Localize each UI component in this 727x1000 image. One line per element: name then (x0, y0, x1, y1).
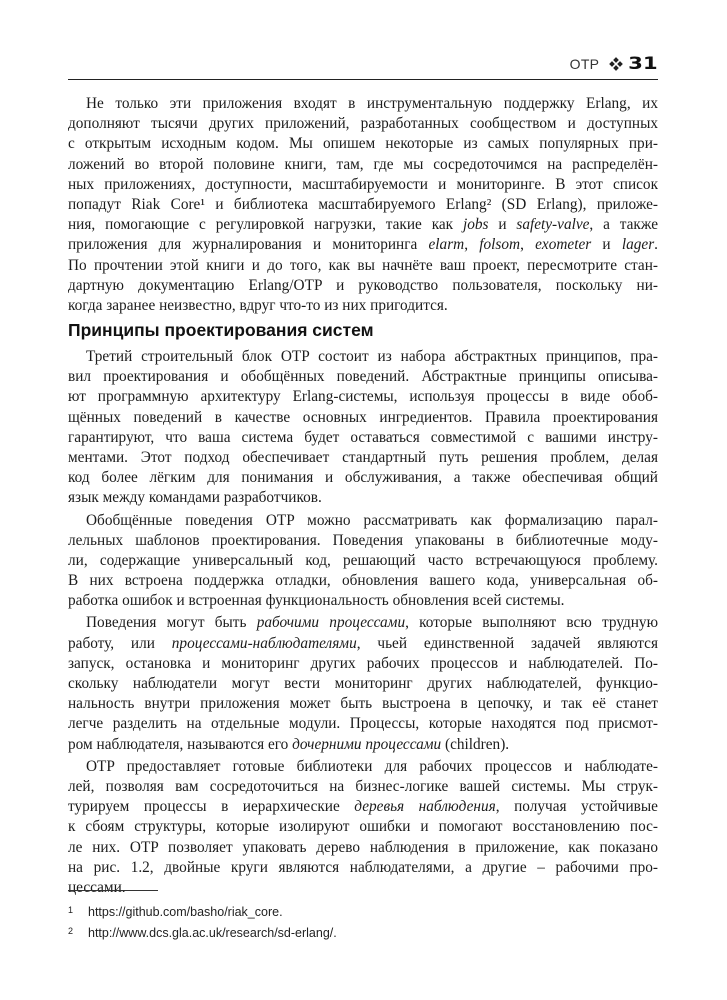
text-line: Третий строительный блок OTP состоит из набора абстрактных принципов, пра- (86, 348, 658, 365)
text-line: вил проектирования и обобщённых поведений. Абстрактные принципы описыва- (68, 368, 658, 386)
emphasized-term: safety-valve (516, 216, 590, 234)
text-line: приложения для журналирования и мониторинга elarm, folsom, exometer и lager. (68, 236, 658, 254)
text-line: лельных шаблонов проектирования. Поведения упакованы в библиотечные моду- (68, 531, 658, 549)
footnote (68, 900, 658, 921)
paragraph (68, 511, 658, 612)
emphasized-term: рабочими процессами (256, 614, 406, 632)
footnote-link[interactable]: http://www.dcs.gla.ac.uk/research/sd-erlang/. (88, 926, 337, 940)
text-line: турируем процессы в иерархические деревья наблюдения, получая устойчивые (68, 798, 658, 816)
paragraph (68, 757, 658, 898)
text-line: работка ошибок и встроенная функциональность обновления всей системы. (68, 592, 565, 610)
text-line: когда заранее неизвестно, вдруг что-то из них пригодится. (68, 296, 448, 314)
text-line: цессами. (68, 878, 126, 896)
text-line: щённых поведений в качестве основных ингредиентов. Правила проектирования (68, 408, 658, 426)
text-line: ных приложениях, доступности, масштабируемости и мониторинге. В этот список (68, 175, 658, 193)
emphasized-term: elarm (428, 236, 465, 254)
text-line: ментами. Этот подход обеспечивает стандартный путь решения проблем, делая (68, 448, 658, 466)
header-right (570, 54, 658, 74)
text-line: язык между командами разработчиков. (68, 489, 322, 507)
emphasized-term: folsom (479, 236, 521, 254)
text-line: дополняют тысячи других приложений, разработанных сообществом и доступных (68, 115, 658, 133)
section-heading: Принципы проектирования систем (68, 320, 374, 340)
footnote (68, 921, 658, 942)
text-line: код более лёгким для понимания и обслуживания, а также обеспечивая общий (68, 469, 658, 487)
text-line: ют программную архитектуру Erlang-системы, используя процессы в виде обоб- (68, 388, 658, 406)
paragraph (68, 347, 658, 509)
text-line: с открытым исходным кодом. Мы опишем некоторые из самых популярных при- (68, 135, 658, 153)
text-line: OTP предоставляет готовые библиотеки для рабочих процессов и наблюдате- (86, 757, 658, 775)
text-line: на рис. 1.2, двойные круги являются наблюдателями, а другие – рабочими про- (68, 858, 658, 876)
section-body-text (68, 347, 658, 898)
text-line: ли, содержащие универсальный код, решающий часто встречающуюся проблему. (68, 551, 658, 569)
page-number: 31 (628, 54, 658, 74)
text-line: ле них. OTP позволяет упаковать дерево наблюдения в приложение, как показано (68, 838, 658, 856)
emphasized-term: lager (621, 236, 655, 254)
text-line: к сбоям структуры, которые изолируют ошибки и помогают восстановлению пос- (68, 818, 658, 836)
text-line: По прочтении этой книги и до того, как вы начнёте ваш проект, пересмотрите стан- (68, 256, 658, 274)
text-line: нальность внутри приложения может быть выстроена в цепочку, и так её станет (68, 695, 658, 713)
emphasized-term: дочерними процессами (292, 735, 442, 753)
text-line: дартную документацию Erlang/OTP и руководство пользователя, поскольку ни- (68, 276, 658, 294)
text-line: Не только эти приложения входят в инструментальную поддержку Erlang, их (86, 95, 658, 112)
text-line: Поведения могут быть рабочими процессами, которые выполняют всю трудную (86, 614, 658, 632)
intro-text (68, 94, 658, 316)
emphasized-term: процессами-наблюдателями (171, 634, 357, 652)
text-line: попадут Riak Core¹ и библиотека масштабируемого Erlang² (SD Erlang), приложе- (68, 195, 658, 213)
footnotes (68, 900, 658, 942)
text-line: ния, помогающие с регулировкой нагрузки, такие как jobs и safety-valve, а также (68, 216, 658, 234)
text-line: ложений во второй половине книги, там, где мы сосредоточимся на распределён- (68, 155, 658, 173)
text-line: скольку наблюдатели могут вести мониторинг других наблюдателей, функцио- (68, 675, 658, 692)
text-line: ром наблюдателя, называются его дочерними процессами (children). (68, 735, 510, 753)
emphasized-term: деревья наблюдения (354, 798, 496, 816)
footnote-mark: 1 (68, 905, 74, 915)
text-line: В них встроена поддержка отладки, обновления вашего кода, универсальная об- (68, 572, 658, 590)
footnote-link[interactable]: https://github.com/basho/riak_core. (88, 905, 283, 919)
running-title: OTP (569, 56, 600, 72)
paragraph (68, 94, 658, 316)
emphasized-term: jobs (462, 216, 489, 234)
emphasized-term: exometer (535, 236, 592, 254)
header-rule (68, 79, 658, 80)
paragraph (68, 613, 658, 754)
diamond-ornament-icon (610, 58, 622, 70)
text-line: лей, позволяя вам сосредоточиться на бизнес-логике вашей системы. Мы струк- (68, 777, 658, 795)
text-line: гарантируют, что ваша система будет оставаться совместимой с вашими инстру- (68, 428, 658, 446)
footnote-mark: 2 (68, 926, 74, 936)
text-line: Обобщённые поведения OTP можно рассматривать как формализацию парал- (86, 511, 658, 529)
text-line: работу, или процессами-наблюдателями, чьей единственной задачей являются (68, 634, 658, 652)
running-header (68, 50, 658, 80)
text-line: легче разделить на отдельные модули. Процессы, которые находятся под присмот- (68, 715, 658, 733)
footnote-rule (68, 890, 158, 891)
text-line: запуск, остановка и мониторинг других рабочих процессов и наблюдателей. По- (68, 654, 658, 672)
